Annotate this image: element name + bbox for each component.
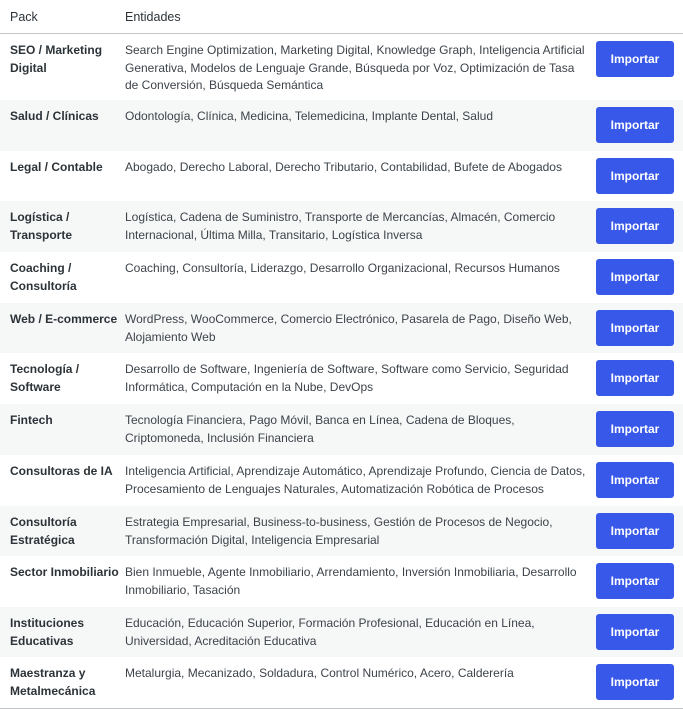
row-actions xyxy=(590,209,683,252)
table-row xyxy=(0,252,683,303)
pack-entities: Inteligencia Artificial, Aprendizaje Automático, Aprendizaje Profundo, Ciencia de Datos, Procesamiento de Lenguajes Naturales, Automatización Robótica de Procesos xyxy=(125,464,586,496)
table-row xyxy=(0,34,683,100)
row-actions xyxy=(590,665,683,708)
table-row xyxy=(0,506,683,556)
row-actions xyxy=(590,514,683,556)
row-actions xyxy=(590,361,683,404)
pack-name: Tecnología / Software xyxy=(10,362,80,394)
row-actions xyxy=(590,564,683,607)
table-header xyxy=(0,0,683,34)
pack-entities: Odontología, Clínica, Medicina, Telemedicina, Implante Dental, Salud xyxy=(125,109,493,123)
header-entities: Entidades xyxy=(125,9,181,24)
pack-entities: Tecnología Financiera, Pago Móvil, Banca en Línea, Cadena de Bloques, Criptomoneda, Inclusión Financiera xyxy=(125,413,515,445)
pack-name: Logística / Transporte xyxy=(10,210,73,242)
table-row xyxy=(0,151,683,201)
import-button[interactable]: Importar xyxy=(596,310,674,346)
pack-entities: Logística, Cadena de Suministro, Transporte de Mercancías, Almacén, Comercio Internacional, Última Milla, Transitario, Logística Inversa xyxy=(125,210,556,242)
table-row xyxy=(0,100,683,151)
table-row xyxy=(0,303,683,353)
pack-name: Consultoría Estratégica xyxy=(10,515,77,547)
pack-name: Sector Inmobiliario xyxy=(10,565,119,579)
pack-name: Consultoras de IA xyxy=(10,464,113,478)
row-actions xyxy=(590,42,683,100)
row-actions xyxy=(590,159,683,201)
pack-entities: Search Engine Optimization, Marketing Digital, Knowledge Graph, Inteligencia Artificial Generativa, Modelos de Lenguaje Grande, Búsqueda por Voz, Optimización de Tasa de Conversión, Búsqueda Semántica xyxy=(125,43,585,92)
pack-entities: Educación, Educación Superior, Formación Profesional, Educación en Línea, Universidad, Acreditación Educativa xyxy=(125,616,535,648)
import-button[interactable]: Importar xyxy=(596,411,674,447)
pack-name: Salud / Clínicas xyxy=(10,109,99,123)
import-button[interactable]: Importar xyxy=(596,208,674,244)
row-actions xyxy=(590,260,683,303)
pack-name: Instituciones Educativas xyxy=(10,616,85,648)
table-row xyxy=(0,201,683,252)
import-button[interactable]: Importar xyxy=(596,41,674,77)
import-button[interactable]: Importar xyxy=(596,360,674,396)
pack-entities: Abogado, Derecho Laboral, Derecho Tributario, Contabilidad, Bufete de Abogados xyxy=(125,160,562,174)
pack-entities: Estrategia Empresarial, Business-to-business, Gestión de Procesos de Negocio, Transformación Digital, Inteligencia Empresarial xyxy=(125,515,553,547)
pack-entities: Desarrollo de Software, Ingeniería de Software, Software como Servicio, Seguridad Informática, Computación en la Nube, DevOps xyxy=(125,362,569,394)
pack-name: Web / E-commerce xyxy=(10,312,118,326)
table-row xyxy=(0,657,683,708)
table-row xyxy=(0,455,683,506)
row-actions xyxy=(590,412,683,455)
import-button[interactable]: Importar xyxy=(596,259,674,295)
header-pack: Pack xyxy=(10,9,38,24)
import-button[interactable]: Importar xyxy=(596,664,674,700)
import-button[interactable]: Importar xyxy=(596,107,674,143)
pack-name: Fintech xyxy=(10,413,53,427)
pack-name: Legal / Contable xyxy=(10,160,103,174)
pack-entities: Metalurgia, Mecanizado, Soldadura, Control Numérico, Acero, Calderería xyxy=(125,666,514,680)
row-actions xyxy=(590,615,683,657)
pack-name: Maestranza y Metalmecánica xyxy=(10,666,96,698)
table-row xyxy=(0,556,683,607)
import-button[interactable]: Importar xyxy=(596,614,674,650)
pack-name: Coaching / Consultoría xyxy=(10,261,77,293)
row-actions xyxy=(590,108,683,151)
table-body xyxy=(0,34,683,708)
import-button[interactable]: Importar xyxy=(596,462,674,498)
table-row xyxy=(0,353,683,404)
import-button[interactable]: Importar xyxy=(596,158,674,194)
table-row xyxy=(0,607,683,657)
row-actions xyxy=(590,311,683,353)
pack-name: SEO / Marketing Digital xyxy=(10,43,103,75)
import-button[interactable]: Importar xyxy=(596,563,674,599)
pack-entities: WordPress, WooCommerce, Comercio Electrónico, Pasarela de Pago, Diseño Web, Alojamiento Web xyxy=(125,312,572,344)
table-row xyxy=(0,404,683,455)
row-actions xyxy=(590,463,683,506)
pack-entities: Bien Inmueble, Agente Inmobiliario, Arrendamiento, Inversión Inmobiliaria, Desarrollo Inmobiliario, Tasación xyxy=(125,565,577,597)
pack-entities: Coaching, Consultoría, Liderazgo, Desarrollo Organizacional, Recursos Humanos xyxy=(125,261,560,275)
import-button[interactable]: Importar xyxy=(596,513,674,549)
